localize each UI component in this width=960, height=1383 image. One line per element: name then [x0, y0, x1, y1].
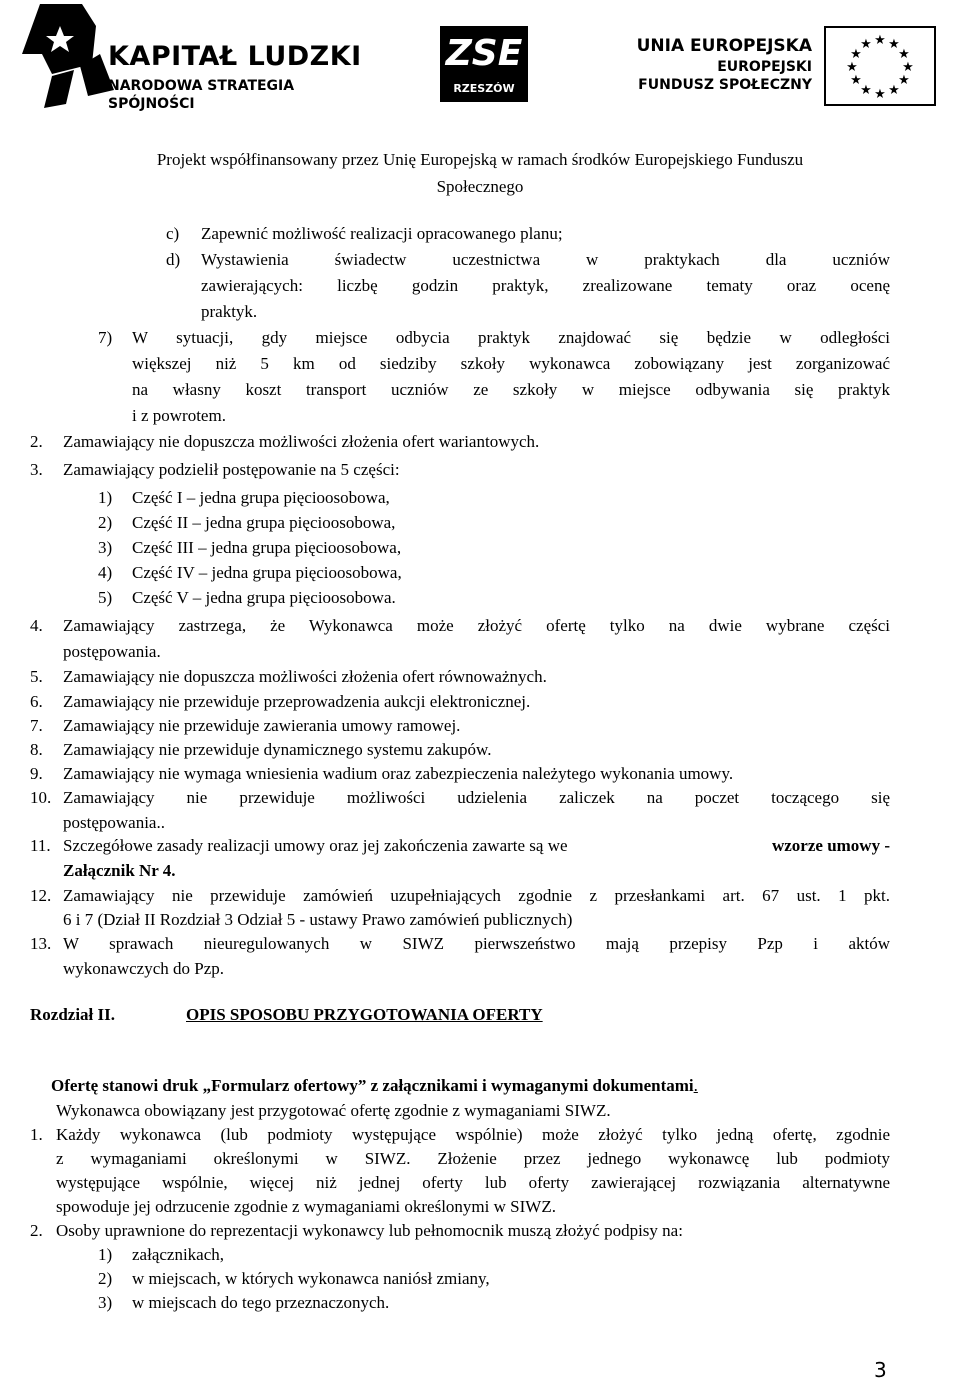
list-marker: 7) [98, 328, 113, 347]
contract-template-reference: wzorze umowy - [771, 836, 890, 855]
point-number: 9. [30, 764, 43, 783]
point-number: 7. [30, 716, 43, 735]
point-number: 10. [30, 788, 52, 807]
eu-line-1: UNIA EUROPEJSKA [636, 36, 812, 56]
point-text: Szczegółowe zasady realizacji umowy oraz jej zakończenia zawarte są we [63, 836, 568, 855]
eu-flag-icon [824, 26, 936, 106]
point-text-line: występujące wspólnie, więcej niż jednej oferty lub oferty zawierającej rozwiązania alternatywne [56, 1173, 890, 1192]
point-text: W sprawach nieuregulowanych w SIWZ pierwszeństwo mają przepisy Pzp i aktów [63, 934, 890, 953]
point-text: Zamawiający nie wymaga wniesienia wadium oraz zabezpieczenia należytego wykonania umowy. [63, 764, 734, 783]
zse-logo-subtext: RZESZÓW [453, 82, 515, 95]
point-text-line: postępowania.. [63, 813, 165, 832]
header-line-1: Projekt współfinansowany przez Unię Europejską w ramach środków Europejskiego Funduszu [156, 150, 804, 169]
part-marker: 4) [98, 563, 113, 582]
point-text: Zamawiający nie przewiduje możliwości udzielenia zaliczek na poczet toczącego się [63, 788, 890, 807]
zse-logo [440, 26, 528, 102]
point-text: Zamawiający nie przewiduje przeprowadzenia aukcji elektronicznej. [63, 692, 531, 711]
list-item-line: większej niż 5 km od siedziby szkoły wykonawca zobowiązany jest zorganizować [132, 354, 890, 373]
chapter-title: OPIS SPOSOBU PRZYGOTOWANIA OFERTY [186, 1005, 543, 1024]
sign-marker: 3) [98, 1293, 113, 1312]
svg-text:★: ★ [850, 73, 862, 88]
part-marker: 2) [98, 513, 113, 532]
eu-line-3: FUNDUSZ SPOŁECZNY [638, 77, 812, 93]
part-marker: 5) [98, 588, 113, 607]
sign-item: w miejscach do tego przeznaczonych. [132, 1293, 390, 1312]
attachment-reference: Załącznik Nr 4. [63, 861, 176, 880]
point-number: 6. [30, 692, 43, 711]
page-number: 3 [874, 1358, 887, 1382]
svg-text:★: ★ [902, 60, 914, 75]
point-11-line [63, 834, 890, 858]
kapital-ludzki-emblem-icon [22, 4, 114, 114]
list-item-line: i z powrotem. [132, 406, 226, 425]
list-item: Wystawienia świadectw uczestnictwa w praktykach dla uczniów [201, 250, 890, 269]
point-text-line: 6 i 7 (Dział II Rozdział 3 Odział 5 - ustawy Prawo zamówień publicznych) [63, 910, 573, 929]
svg-text:★: ★ [898, 47, 910, 62]
list-marker: c) [166, 224, 180, 243]
point-text-line: z wymaganiami określonymi w SIWZ. Złożenie przez jednego wykonawcę lub podmioty [56, 1149, 890, 1168]
list-item-line: na własny koszt transport uczniów ze szkoły w miejsce odbywania się praktyk [132, 380, 890, 399]
point-number: 11. [30, 836, 51, 855]
sign-item: w miejscach, w których wykonawca naniósł zmiany, [132, 1269, 490, 1288]
svg-text:★: ★ [888, 37, 900, 52]
svg-text:★: ★ [874, 87, 886, 102]
kapital-subtitle: NARODOWA STRATEGIA SPÓJNOŚCI [108, 78, 295, 112]
part-marker: 3) [98, 538, 113, 557]
point-text: Zamawiający zastrzega, że Wykonawca może złożyć ofertę tylko na dwie wybrane części [63, 616, 890, 635]
svg-text:★: ★ [898, 73, 910, 88]
svg-text:★: ★ [860, 83, 872, 98]
part-text: Część III – jedna grupa pięcioosobowa, [132, 538, 402, 557]
chapter-label: Rozdział II. [30, 1005, 115, 1024]
sign-item: załącznikach, [132, 1245, 225, 1264]
point-number: 12. [30, 886, 52, 905]
point-text: Zamawiający nie dopuszcza możliwości złożenia ofert równoważnych. [63, 667, 547, 686]
point-number: 13. [30, 934, 52, 953]
point-text: Zamawiający nie przewiduje dynamicznego systemu zakupów. [63, 740, 492, 759]
part-text: Część V – jedna grupa pięcioosobowa. [132, 588, 396, 607]
part-text: Część II – jedna grupa pięcioosobowa, [132, 513, 396, 532]
eu-logo [636, 26, 940, 116]
list-marker: d) [166, 250, 181, 269]
point-text-line: postępowania. [63, 642, 161, 661]
part-text: Część IV – jedna grupa pięcioosobowa, [132, 563, 402, 582]
kapital-title: KAPITAŁ LUDZKI [108, 41, 362, 72]
point-text: Zamawiający nie przewiduje zamówień uzupełniających zgodnie z przesłankami art. 67 ust. 1 pkt. [63, 886, 890, 905]
point-number: 4. [30, 616, 43, 635]
svg-text:★: ★ [874, 33, 886, 48]
point-text: Każdy wykonawca (lub podmioty występujące wspólnie) może złożyć tylko jedną ofertę, zgodnie [56, 1125, 890, 1144]
sign-marker: 1) [98, 1245, 113, 1264]
sign-marker: 2) [98, 1269, 113, 1288]
point-text-line: spowoduje jej odrzucenie zgodnie z wymaganiami określonymi w SIWZ. [56, 1197, 556, 1216]
point-text: Osoby uprawnione do reprezentacji wykonawcy lub pełnomocnik muszą złożyć podpisy na: [56, 1221, 683, 1240]
svg-text:★: ★ [860, 37, 872, 52]
point-number: 3. [30, 460, 43, 479]
point-number: 5. [30, 667, 43, 686]
offer-period: . [693, 1076, 698, 1095]
list-item: Zapewnić możliwość realizacji opracowanego planu; [201, 224, 563, 243]
point-number: 2. [30, 1221, 43, 1240]
point-text: Zamawiający nie przewiduje zawierania umowy ramowej. [63, 716, 461, 735]
eu-line-2: EUROPEJSKI [717, 59, 812, 75]
point-text: Zamawiający nie dopuszcza możliwości złożenia ofert wariantowych. [63, 432, 540, 451]
header-line-2: Społecznego [436, 177, 524, 196]
list-item-line: praktyk. [201, 302, 258, 321]
zse-logo-text: ZSE [445, 33, 523, 74]
offer-requirement: Wykonawca obowiązany jest przygotować ofertę zgodnie z wymaganiami SIWZ. [56, 1101, 611, 1120]
list-item-line: zawierających: liczbę godzin praktyk, zrealizowane tematy oraz ocenę [201, 276, 890, 295]
part-marker: 1) [98, 488, 113, 507]
offer-form-statement: Ofertę stanowi druk „Formularz ofertowy” z załącznikami i wymaganymi dokumentami [51, 1076, 694, 1095]
offer-intro [51, 1074, 698, 1098]
part-text: Część I – jedna grupa pięcioosobowa, [132, 488, 390, 507]
svg-text:★: ★ [888, 83, 900, 98]
svg-text:★: ★ [850, 47, 862, 62]
point-number: 1. [30, 1125, 43, 1144]
point-text-line: wykonawczych do Pzp. [63, 959, 224, 978]
kapital-ludzki-logo [22, 4, 372, 114]
point-number: 8. [30, 740, 43, 759]
point-number: 2. [30, 432, 43, 451]
list-item: W sytuacji, gdy miejsce odbycia praktyk znajdować się będzie w odległości [132, 328, 890, 347]
point-text: Zamawiający podzielił postępowanie na 5 części: [63, 460, 400, 479]
svg-text:★: ★ [846, 60, 858, 75]
